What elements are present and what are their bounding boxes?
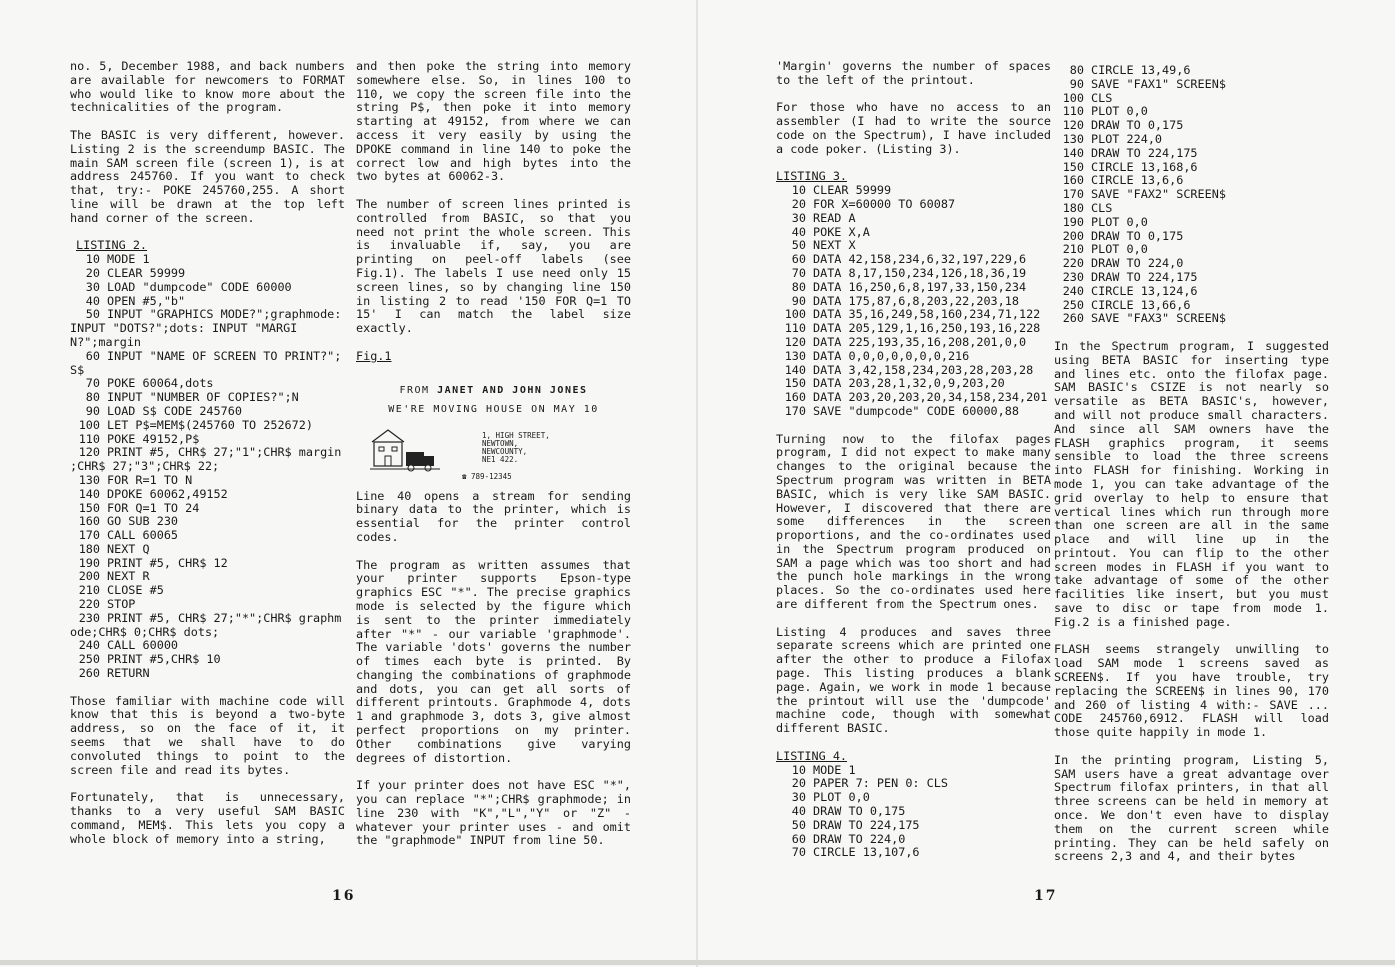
paragraph: For those who have no access to an assembler (I had to write the source code on the Spectrum), I have included a code poker. (Listing 3). [776,100,1051,156]
line-number: 160 [784,390,806,405]
code-text: CALL 60065 [107,528,179,543]
line-number: 60 [791,252,806,267]
listing-3 [776,184,1051,419]
code-line [70,474,345,488]
code-text: MODE 1 [813,762,856,777]
line-number: 240 [78,638,100,653]
code-text: CALL 60000 [107,638,179,653]
line-number: 250 [1062,297,1084,312]
code-text: INPUT "NAME OF SCREEN TO PRINT?"; [107,348,342,363]
code-text: LOAD S$ CODE 245760 [107,403,242,418]
left-col-2 [356,60,631,848]
fig-phone [462,470,512,484]
code-line [1054,105,1329,119]
line-number: 110 [78,431,100,446]
code-line [776,846,1051,860]
line-number: 20 [791,776,806,791]
code-line [1054,161,1329,175]
line-number: 20 [85,265,100,280]
code-line [776,777,1051,791]
right-page [698,0,1395,967]
paragraph: The BASIC is very different, however. Listing 2 is the screendump BASIC. The main SAM screen file (screen 1), is at address 245760. If you want to check that, try:- POKE 245760,255. A short line will be drawn at the top left hand corner of the screen. [70,127,345,225]
line-number: 180 [1062,200,1084,215]
line-number: 60 [85,348,100,363]
code-line [70,281,345,295]
code-text: DRAW TO 224,175 [1091,269,1198,284]
code-line [1054,188,1329,202]
code-text: DRAW TO 0,175 [813,804,906,819]
paragraph: Fortunately, that is unnecessary, thanks to a very useful SAM BASIC command, MEM$. This lets you copy a whole block of memory into a string, [70,790,345,846]
code-text: DATA 225,193,35,16,208,201,0,0 [813,334,1027,349]
line-number: 150 [784,376,806,391]
code-line [70,446,345,474]
code-text: NEXT X [813,238,856,253]
code-continuation: N?";margin [70,334,142,349]
code-line [70,377,345,391]
code-line [776,226,1051,240]
line-number: 80 [791,279,806,294]
code-text: FOR R=1 TO N [107,472,193,487]
code-line [776,184,1051,198]
line-number: 50 [85,307,100,322]
code-text: READ A [813,210,856,225]
code-text: CIRCLE 13,6,6 [1091,173,1184,188]
line-number: 220 [1062,256,1084,271]
code-text: DATA 203,28,1,32,0,9,203,20 [813,376,1005,391]
code-line [1054,216,1329,230]
line-number: 60 [791,831,806,846]
line-number: 210 [1062,242,1084,257]
paragraph: The program as written assumes that your printer supports Epson-type graphics ESC "*". The precise graphics mode is selected by the figure which is sent to the printer immediately after "*" - our variable 'graphmode'. The variable 'dots' governs the number of times each byte is printed. By changing the combinations of graphmode and dots, you can get all sorts of different printouts. Graphmode 4, dots 1 and graphmode 3, dots 3, give almost perfect proportions on my printer. Other combinations give varying degrees of distortion. [356,557,631,765]
code-text: CIRCLE 13,107,6 [813,845,920,860]
code-text: RETURN [107,666,150,681]
paragraph: no. 5, December 1988, and back numbers are available for newcomers to FORMAT who would like to know more about the technicalities of the program. [70,59,345,115]
code-text: CIRCLE 13,66,6 [1091,297,1191,312]
code-continuation: INPUT "DOTS?";dots: INPUT "MARGI [70,321,298,336]
code-line [1054,230,1329,244]
code-text: PLOT 0,0 [1091,242,1148,257]
code-line [1054,243,1329,257]
fig-header [356,384,631,398]
paragraph: Turning now to the filofax pages program, I did not expect to make many changes to the original because the Spectrum program was written in BETA BASIC, which is very like SAM BASIC. However, I discovered that there are some differences in the screen proportions, and the co-ordinates used in the Spectrum program produced on SAM a page which was too short and had the punch hole markings in the wrong places. So the co-ordinates used here are different from the Spectrum ones. [776,431,1051,612]
code-text: DRAW TO 224,175 [813,817,920,832]
paragraph: If your printer does not have ESC "*", you can replace "*";CHR$ graphmode; in line 230 with "K","L","Y" or "Z" - whatever your printer uses - and omit the "graphmode" INPUT from line 50. [356,778,631,848]
code-line [70,350,345,378]
code-line [1054,92,1329,106]
line-number: 250 [78,652,100,667]
code-text: CIRCLE 13,49,6 [1091,63,1191,77]
left-col-1 [70,60,345,846]
fig-from: FROM [399,384,430,396]
listing-4-part-1 [776,764,1051,861]
code-line [776,377,1051,391]
line-number: 120 [1062,118,1084,133]
line-number: 130 [784,348,806,363]
code-text: SAVE "FAX3" SCREEN$ [1091,311,1226,326]
line-number: 100 [1062,90,1084,105]
code-line [70,502,345,516]
line-number: 70 [85,376,100,391]
right-col-1 [776,60,1051,874]
line-number: 30 [791,790,806,805]
line-number: 230 [1062,269,1084,284]
code-text: DRAW TO 224,0 [1091,256,1184,271]
fig-address-line: NEWTOWN, [482,438,519,448]
code-line [776,212,1051,226]
line-number: 90 [791,293,806,308]
code-line [776,253,1051,267]
line-number: 40 [791,224,806,239]
line-number: 120 [784,334,806,349]
code-line [1054,312,1329,326]
page-number: 16 [332,888,356,904]
fig-address-line: NE1 422. [482,454,519,464]
code-line [70,295,345,309]
code-line [776,405,1051,419]
code-line [1054,119,1329,133]
fig-1-title: Fig.1 [356,348,392,363]
line-number: 200 [78,569,100,584]
line-number: 70 [791,265,806,280]
code-text: PRINT #5, CHR$ 27;"1";CHR$ margin [107,445,342,460]
code-line [776,336,1051,350]
code-text: PLOT 0,0 [1091,214,1148,229]
code-text: DRAW TO 0,175 [1091,118,1184,133]
code-line [776,308,1051,322]
code-text: PRINT #5, CHR$ 27;"*";CHR$ graphm [107,610,342,625]
code-text: SAVE "FAX1" SCREEN$ [1091,76,1226,91]
code-line [70,612,345,640]
listing-2 [70,253,345,681]
code-text: DATA 35,16,249,58,160,234,71,122 [813,307,1041,322]
fig-phone-number: 789-12345 [471,471,512,481]
code-line [776,295,1051,309]
code-text: NEXT Q [107,541,150,556]
code-line [776,819,1051,833]
line-number: 170 [784,403,806,418]
code-line [70,515,345,529]
line-number: 10 [791,762,806,777]
fig-address-line: NEWCOUNTY, [482,446,528,456]
code-line [776,281,1051,295]
line-number: 160 [1062,173,1084,188]
paragraph: Listing 4 produces and saves three separate screens which are printed one after the other to produce a Filofax page. This listing produces a blank page. Again, we work in mode 1 because the printout will use the 'dumpcode' machine code, though with somewhat different BASIC. [776,624,1051,736]
telephone-icon: ☎ [462,471,467,481]
code-line [70,308,345,349]
code-text: CLS [1091,200,1113,215]
code-text: DRAW TO 0,175 [1091,228,1184,243]
code-text: DATA 42,158,234,6,32,197,229,6 [813,252,1027,267]
code-line [776,391,1051,405]
line-number: 50 [791,238,806,253]
line-number: 70 [791,845,806,860]
code-text: FOR X=60000 TO 60087 [813,196,956,211]
line-number: 140 [1062,145,1084,160]
code-line [1054,147,1329,161]
scan-edge [0,960,1395,965]
code-line [70,267,345,281]
code-text: LET P$=MEM$(245760 TO 252672) [107,417,313,432]
code-line [776,833,1051,847]
code-line [70,253,345,267]
line-number: 150 [1062,159,1084,174]
page-number: 17 [1034,888,1058,904]
line-number: 260 [1062,311,1084,326]
line-number: 110 [1062,104,1084,119]
code-text: NEXT R [107,569,150,584]
listing-2-title: LISTING 2. [76,238,148,253]
line-number: 160 [78,514,100,529]
line-number: 130 [1062,131,1084,146]
line-number: 140 [78,486,100,501]
fig-moving: WE'RE MOVING HOUSE ON MAY 10 [388,404,599,416]
code-line [776,267,1051,281]
code-text: CLEAR 59999 [813,183,892,198]
fig-address [482,432,550,464]
code-text: DATA 205,129,1,16,250,193,16,228 [813,321,1041,336]
code-text: CIRCLE 13,168,6 [1091,159,1198,174]
listing-3-title: LISTING 3. [776,169,848,184]
code-line [776,364,1051,378]
line-number: 220 [78,597,100,612]
fig-address-line: 1, HIGH STREET, [482,430,550,440]
code-text: INPUT "NUMBER OF COPIES?";N [107,390,299,405]
line-number: 100 [78,417,100,432]
code-line [1054,299,1329,313]
code-continuation: S$ [70,362,85,377]
code-line [776,791,1051,805]
paragraph: In the Spectrum program, I suggested using BETA BASIC for inserting type and lines etc. onto the filofax page. SAM BASIC's CSIZE is not nearly so versatile as BETA BASIC's, however, and will not produce small characters. And since all SAM owners have the FLASH graphics program, it seems sensible to load the three screens into FLASH for finishing. Working in mode 1, you can take advantage of the grid overlay to help to ensure that vertical lines which run through more than one screen are all in the same place and will line up in the printout. You can flip to the other screen modes in FLASH if you want to take advantage of some of the other facilities like insert, but you must save to disc or tape from mode 1. Fig.2 is a finished page. [1054,338,1329,629]
code-line [70,667,345,681]
line-number: 150 [78,500,100,515]
code-text: FOR Q=1 TO 24 [107,500,200,515]
code-line [776,198,1051,212]
code-line [776,350,1051,364]
code-line [70,529,345,543]
code-text: CLOSE #5 [107,583,164,598]
code-text: CLS [1091,90,1113,105]
paragraph: Those familiar with machine code will know that this is beyond a two-byte address, so on the face of it, it seems that we shall have to do convoluted things to point to the screen file and read its bytes. [70,693,345,777]
right-col-2 [1054,64,1329,864]
line-number: 260 [78,666,100,681]
code-line [776,322,1051,336]
code-text: DPOKE 60062,49152 [107,486,228,501]
line-number: 90 [85,403,100,418]
code-text: DATA 8,17,150,234,126,18,36,19 [813,265,1027,280]
code-text: DATA 175,87,6,8,203,22,203,18 [813,293,1019,308]
code-line [70,405,345,419]
code-line [70,488,345,502]
code-line [70,653,345,667]
paragraph: 'Margin' governs the number of spaces to the left of the printout. [776,59,1051,87]
code-text: GO SUB 230 [107,514,179,529]
code-line [70,639,345,653]
paragraph: Line 40 opens a stream for sending binary data to the printer, which is essential for the printer control codes. [356,488,631,544]
line-number: 80 [1069,63,1084,77]
code-line [70,598,345,612]
code-line [1054,133,1329,147]
code-line [1054,64,1329,78]
code-text: LOAD "dumpcode" CODE 60000 [107,279,292,294]
left-page [0,0,697,967]
line-number: 100 [784,307,806,322]
line-number: 110 [784,321,806,336]
code-text: PRINT #5,CHR$ 10 [107,652,221,667]
code-text: DRAW TO 224,175 [1091,145,1198,160]
code-line [776,764,1051,778]
code-text: INPUT "GRAPHICS MODE?";graphmode: [107,307,342,322]
code-text: MODE 1 [107,252,150,267]
code-continuation: ;CHR$ 27;"3";CHR$ 22; [70,459,220,474]
code-line [1054,78,1329,92]
line-number: 10 [85,252,100,267]
line-number: 90 [1069,76,1084,91]
line-number: 180 [78,541,100,556]
code-text: CIRCLE 13,124,6 [1091,283,1198,298]
line-number: 200 [1062,228,1084,243]
line-number: 230 [78,610,100,625]
line-number: 190 [1062,214,1084,229]
paragraph: and then poke the string into memory somewhere else. So, in lines 100 to 110, we copy the screen file into the string P$, then poke it into memory starting at 49152, from where we can access it very easily by using the DPOKE command in line 140 to poke the correct low and high bytes into the two bytes at 60062-3. [356,59,631,184]
code-line [70,433,345,447]
code-text: DATA 0,0,0,0,0,0,0,216 [813,348,970,363]
code-text: DATA 203,20,203,20,34,158,234,201 [813,390,1048,405]
line-number: 210 [78,583,100,598]
line-number: 20 [791,196,806,211]
code-text: DATA 16,250,6,8,197,33,150,234 [813,279,1027,294]
code-line [70,584,345,598]
code-line [70,419,345,433]
code-text: STOP [107,597,136,612]
code-line [776,805,1051,819]
code-text: PLOT 224,0 [1091,131,1163,146]
code-text: OPEN #5,"b" [107,293,186,308]
paragraph: FLASH seems strangely unwilling to load SAM mode 1 screens saved as SCREEN$. If you have trouble, try replacing the SCREEN$ in lines 90, 170 and 260 of listing 4 with:- SAVE ... CODE 245760,6912. FLASH will load those quite happily in mode 1. [1054,642,1329,740]
code-line [1054,271,1329,285]
line-number: 50 [791,817,806,832]
code-line [70,543,345,557]
line-number: 120 [78,445,100,460]
code-line [776,239,1051,253]
line-number: 40 [791,804,806,819]
code-text: DATA 3,42,158,234,203,28,203,28 [813,362,1034,377]
code-line [1054,257,1329,271]
paragraph: In the printing program, Listing 5, SAM users have a great advantage over Spectrum filofax printers, in that all three screens can be held in memory at once. We don't even have to display them on the current screen while printing. They can be held safely on screens 2,3 and 4, and their bytes [1054,752,1329,864]
code-line [1054,285,1329,299]
code-text: SAVE "dumpcode" CODE 60000,88 [813,403,1019,418]
code-text: PAPER 7: PEN 0: CLS [813,776,948,791]
line-number: 140 [784,362,806,377]
code-text: PLOT 0,0 [813,790,870,805]
fig-1-label-illustration [356,384,631,484]
line-number: 130 [78,472,100,487]
fig-names: JANET AND JOHN JONES [437,384,588,396]
line-number: 30 [791,210,806,225]
code-text: CLEAR 59999 [107,265,186,280]
code-text: PLOT 0,0 [1091,104,1148,119]
code-line [1054,174,1329,188]
line-number: 30 [85,279,100,294]
code-text: POKE X,A [813,224,870,239]
code-line [70,557,345,571]
code-text: POKE 60064,dots [107,376,214,391]
code-line [70,391,345,405]
line-number: 80 [85,390,100,405]
code-text: DRAW TO 224,0 [813,831,906,846]
house-and-van-icon [370,428,450,474]
code-continuation: ode;CHR$ 0;CHR$ dots; [70,624,220,639]
listing-4-title: LISTING 4. [776,748,848,763]
code-text: SAVE "FAX2" SCREEN$ [1091,187,1226,202]
listing-4-part-2 [1054,64,1329,326]
line-number: 170 [78,528,100,543]
line-number: 240 [1062,283,1084,298]
code-line [1054,202,1329,216]
line-number: 40 [85,293,100,308]
code-text: POKE 49152,P$ [107,431,200,446]
code-line [70,570,345,584]
line-number: 170 [1062,187,1084,202]
paragraph: The number of screen lines printed is controlled from BASIC, so that you need not print the whole screen. This is invaluable if, say, you are printing on peel-off labels (see Fig.1). The labels I use need only 15 screen lines, so by changing line 150 in listing 2 to read '150 FOR Q=1 TO 15' I can match the label size exactly. [356,196,631,336]
line-number: 10 [791,183,806,198]
code-text: PRINT #5, CHR$ 12 [107,555,228,570]
line-number: 190 [78,555,100,570]
